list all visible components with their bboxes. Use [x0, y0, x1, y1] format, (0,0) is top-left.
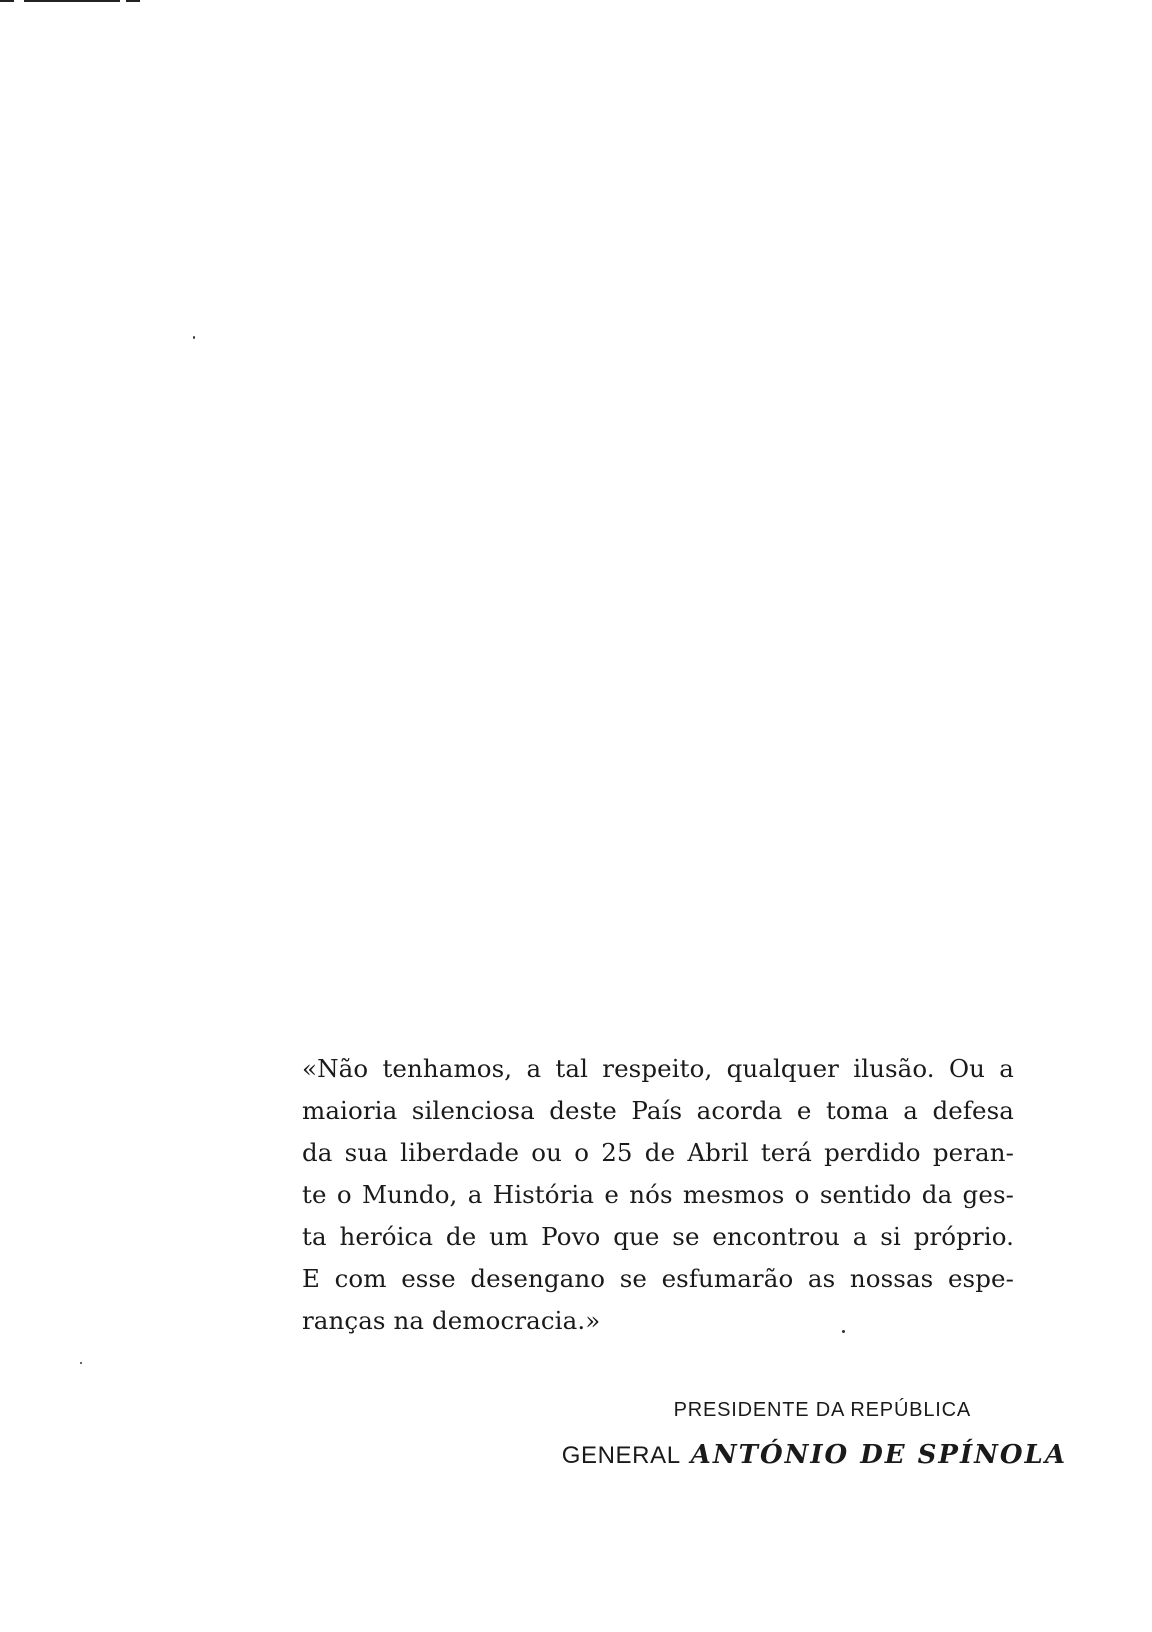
- quote-line: ta heróica de um Povo que se encontrou a si próprio.: [302, 1222, 1014, 1251]
- author-signature: [562, 1435, 1067, 1479]
- author-name: ANTÓNIO DE SPÍNOLA: [690, 1440, 1067, 1470]
- quote-line: te o Mundo, a História e nós mesmos o sentido da ges-: [302, 1180, 1014, 1209]
- quote-line: da sua liberdade ou o 25 de Abril terá perdido peran-: [302, 1138, 1014, 1167]
- author-role: PRESIDENTE DA REPÚBLICA: [673, 1399, 971, 1421]
- quote-line: ranças na democracia.»: [302, 1306, 601, 1335]
- quote-line: «Não tenhamos, a tal respeito, qualquer ilusão. Ou a: [302, 1054, 1014, 1083]
- quote-block: [302, 1048, 1014, 1342]
- quote-line: E com esse desengano se esfumarão as nossas espe-: [302, 1264, 1014, 1293]
- attribution: [562, 1395, 1067, 1479]
- scan-speck: [193, 336, 195, 339]
- scan-speck: [80, 1362, 82, 1364]
- author-rank: GENERAL: [561, 1442, 681, 1469]
- quote-line: maioria silenciosa deste País acorda e toma a defesa: [302, 1096, 1014, 1125]
